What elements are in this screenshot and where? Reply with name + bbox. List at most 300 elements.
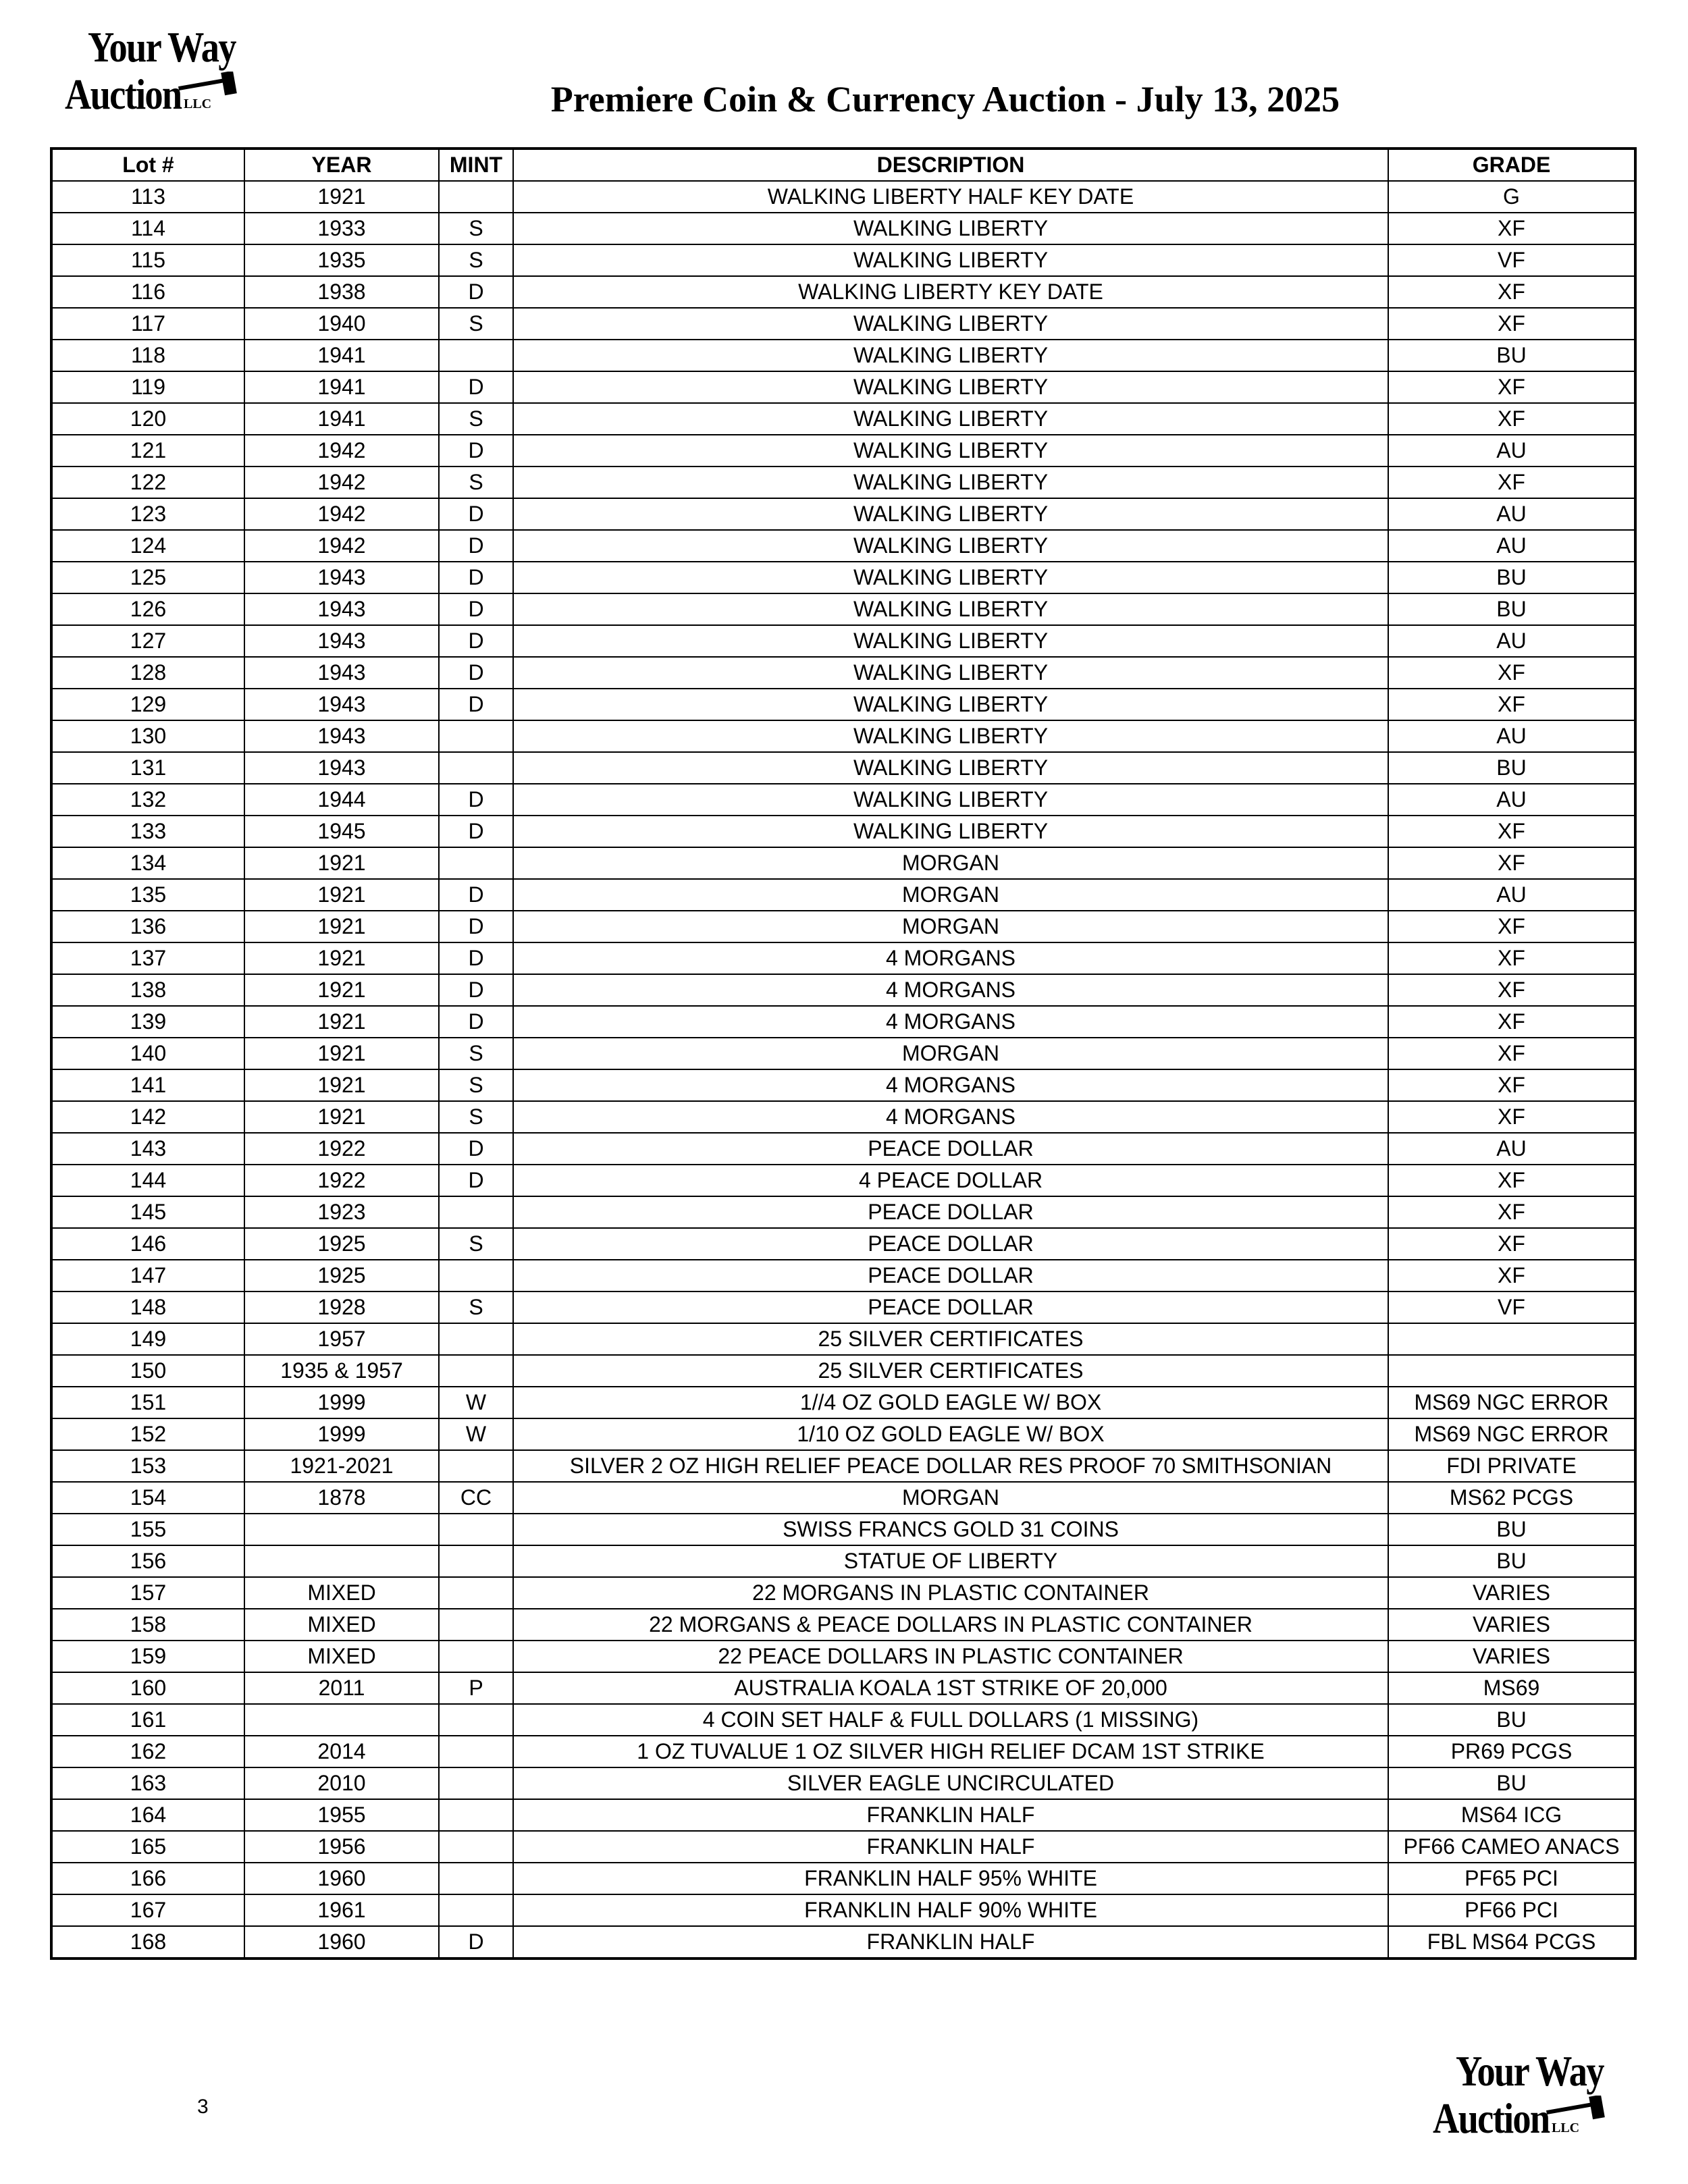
mint-cell: D <box>439 879 513 911</box>
table-row <box>51 1609 1635 1641</box>
year-cell: 1938 <box>244 276 439 308</box>
description-cell: WALKING LIBERTY <box>513 435 1388 467</box>
table-row <box>51 1450 1635 1482</box>
grade-cell: XF <box>1388 1228 1635 1260</box>
table-row <box>51 879 1635 911</box>
year-cell: MIXED <box>244 1641 439 1672</box>
mint-cell: D <box>439 1165 513 1196</box>
description-cell: WALKING LIBERTY <box>513 562 1388 593</box>
mint-cell <box>439 752 513 784</box>
year-cell: 1921 <box>244 1038 439 1069</box>
year-cell: 1960 <box>244 1926 439 1959</box>
grade-cell: XF <box>1388 1006 1635 1038</box>
description-cell: MORGAN <box>513 1482 1388 1514</box>
lot-number-cell: 140 <box>51 1038 244 1069</box>
description-cell: SWISS FRANCS GOLD 31 COINS <box>513 1514 1388 1545</box>
table-row <box>51 1165 1635 1196</box>
year-cell <box>244 1545 439 1577</box>
description-cell: WALKING LIBERTY <box>513 625 1388 657</box>
lot-number-cell: 152 <box>51 1418 244 1450</box>
mint-cell: D <box>439 371 513 403</box>
description-cell: WALKING LIBERTY <box>513 467 1388 498</box>
grade-cell: VARIES <box>1388 1641 1635 1672</box>
lot-number-cell: 141 <box>51 1069 244 1101</box>
year-cell: 1941 <box>244 403 439 435</box>
lot-number-cell: 160 <box>51 1672 244 1704</box>
grade-cell: PF66 CAMEO ANACS <box>1388 1831 1635 1863</box>
lot-number-cell: 147 <box>51 1260 244 1291</box>
description-cell: PEACE DOLLAR <box>513 1291 1388 1323</box>
description-cell: WALKING LIBERTY <box>513 403 1388 435</box>
description-cell: 4 MORGANS <box>513 942 1388 974</box>
year-cell: 1942 <box>244 530 439 562</box>
logo-line1: Your Way <box>1456 2047 1604 2095</box>
year-cell: 1943 <box>244 689 439 720</box>
table-row <box>51 371 1635 403</box>
mint-cell <box>439 1641 513 1672</box>
table-row <box>51 942 1635 974</box>
grade-cell: VF <box>1388 1291 1635 1323</box>
table-row <box>51 1577 1635 1609</box>
grade-cell: XF <box>1388 467 1635 498</box>
year-cell: 2014 <box>244 1736 439 1767</box>
year-cell: 1961 <box>244 1894 439 1926</box>
table-row <box>51 530 1635 562</box>
lot-number-cell: 143 <box>51 1133 244 1165</box>
description-cell: 4 MORGANS <box>513 1101 1388 1133</box>
grade-cell: PF66 PCI <box>1388 1894 1635 1926</box>
mint-cell: D <box>439 974 513 1006</box>
grade-cell: MS69 NGC ERROR <box>1388 1418 1635 1450</box>
description-cell: WALKING LIBERTY <box>513 308 1388 340</box>
lot-number-cell: 159 <box>51 1641 244 1672</box>
logo-line2: Auction <box>1433 2094 1550 2142</box>
mint-cell: D <box>439 498 513 530</box>
table-row <box>51 816 1635 847</box>
description-cell: 22 PEACE DOLLARS IN PLASTIC CONTAINER <box>513 1641 1388 1672</box>
grade-cell: XF <box>1388 403 1635 435</box>
lot-number-cell: 120 <box>51 403 244 435</box>
year-cell: 1921 <box>244 942 439 974</box>
mint-cell: D <box>439 435 513 467</box>
lot-number-cell: 130 <box>51 720 244 752</box>
grade-cell: XF <box>1388 847 1635 879</box>
description-cell: PEACE DOLLAR <box>513 1228 1388 1260</box>
description-cell: FRANKLIN HALF 90% WHITE <box>513 1894 1388 1926</box>
lot-number-cell: 132 <box>51 784 244 816</box>
mint-cell <box>439 181 513 213</box>
grade-cell: FBL MS64 PCGS <box>1388 1926 1635 1959</box>
grade-cell: AU <box>1388 625 1635 657</box>
mint-cell <box>439 720 513 752</box>
grade-cell: BU <box>1388 1704 1635 1736</box>
lot-number-cell: 138 <box>51 974 244 1006</box>
mint-cell: S <box>439 403 513 435</box>
lot-number-cell: 164 <box>51 1799 244 1831</box>
mint-cell <box>439 1323 513 1355</box>
description-cell: FRANKLIN HALF <box>513 1926 1388 1959</box>
grade-cell: AU <box>1388 879 1635 911</box>
table-row <box>51 1894 1635 1926</box>
table-row <box>51 1482 1635 1514</box>
grade-cell: BU <box>1388 562 1635 593</box>
year-cell: 1956 <box>244 1831 439 1863</box>
lot-number-cell: 146 <box>51 1228 244 1260</box>
table-row <box>51 276 1635 308</box>
table-row <box>51 1545 1635 1577</box>
grade-cell: XF <box>1388 213 1635 244</box>
table-row <box>51 1736 1635 1767</box>
mint-cell <box>439 1767 513 1799</box>
grade-cell: MS69 <box>1388 1672 1635 1704</box>
lot-number-cell: 139 <box>51 1006 244 1038</box>
year-cell: 1921 <box>244 879 439 911</box>
lot-number-cell: 113 <box>51 181 244 213</box>
mint-cell: D <box>439 1006 513 1038</box>
year-cell: 1942 <box>244 498 439 530</box>
lot-number-cell: 162 <box>51 1736 244 1767</box>
year-cell: 1999 <box>244 1387 439 1418</box>
grade-cell: BU <box>1388 752 1635 784</box>
mint-cell <box>439 1894 513 1926</box>
table-row <box>51 1863 1635 1894</box>
year-cell: 1921-2021 <box>244 1450 439 1482</box>
lot-number-cell: 134 <box>51 847 244 879</box>
grade-cell: AU <box>1388 720 1635 752</box>
mint-cell: D <box>439 530 513 562</box>
description-cell: WALKING LIBERTY <box>513 244 1388 276</box>
grade-cell: VARIES <box>1388 1609 1635 1641</box>
grade-cell: XF <box>1388 1165 1635 1196</box>
grade-cell: XF <box>1388 1196 1635 1228</box>
lot-number-cell: 156 <box>51 1545 244 1577</box>
table-row <box>51 1831 1635 1863</box>
year-cell: 2010 <box>244 1767 439 1799</box>
lot-number-cell: 161 <box>51 1704 244 1736</box>
table-row <box>51 1387 1635 1418</box>
mint-cell: D <box>439 1926 513 1959</box>
grade-cell: BU <box>1388 1767 1635 1799</box>
mint-cell <box>439 1450 513 1482</box>
grade-cell: XF <box>1388 1069 1635 1101</box>
grade-cell: FDI PRIVATE <box>1388 1450 1635 1482</box>
description-cell: FRANKLIN HALF <box>513 1831 1388 1863</box>
year-cell: 1943 <box>244 720 439 752</box>
mint-cell <box>439 1355 513 1387</box>
lot-number-cell: 167 <box>51 1894 244 1926</box>
lot-number-cell: 145 <box>51 1196 244 1228</box>
grade-cell: AU <box>1388 498 1635 530</box>
description-cell: STATUE OF LIBERTY <box>513 1545 1388 1577</box>
year-cell: 1944 <box>244 784 439 816</box>
grade-cell: XF <box>1388 1038 1635 1069</box>
table-row <box>51 467 1635 498</box>
lot-number-cell: 151 <box>51 1387 244 1418</box>
table-row <box>51 213 1635 244</box>
description-cell: WALKING LIBERTY <box>513 340 1388 371</box>
description-cell: WALKING LIBERTY <box>513 784 1388 816</box>
mint-cell <box>439 1545 513 1577</box>
year-cell: 1921 <box>244 847 439 879</box>
description-cell: MORGAN <box>513 847 1388 879</box>
mint-cell: D <box>439 911 513 942</box>
year-cell: 1941 <box>244 371 439 403</box>
grade-cell: XF <box>1388 308 1635 340</box>
table-header-row <box>51 149 1635 181</box>
description-cell: PEACE DOLLAR <box>513 1260 1388 1291</box>
description-cell: WALKING LIBERTY <box>513 530 1388 562</box>
year-cell: 1921 <box>244 181 439 213</box>
year-cell: 1921 <box>244 911 439 942</box>
year-cell: 1928 <box>244 1291 439 1323</box>
table-row <box>51 1291 1635 1323</box>
description-cell: FRANKLIN HALF 95% WHITE <box>513 1863 1388 1894</box>
grade-cell: BU <box>1388 340 1635 371</box>
year-cell: 1940 <box>244 308 439 340</box>
mint-cell: D <box>439 942 513 974</box>
logo-bottom <box>1433 2047 1608 2158</box>
table-row <box>51 784 1635 816</box>
mint-cell: S <box>439 244 513 276</box>
year-cell: 1935 <box>244 244 439 276</box>
lot-number-cell: 123 <box>51 498 244 530</box>
year-cell: 1943 <box>244 752 439 784</box>
grade-cell: MS62 PCGS <box>1388 1482 1635 1514</box>
description-cell: MORGAN <box>513 911 1388 942</box>
lot-number-cell: 144 <box>51 1165 244 1196</box>
grade-cell: XF <box>1388 942 1635 974</box>
lot-number-cell: 129 <box>51 689 244 720</box>
description-cell: PEACE DOLLAR <box>513 1133 1388 1165</box>
grade-cell: MS64 ICG <box>1388 1799 1635 1831</box>
description-cell: FRANKLIN HALF <box>513 1799 1388 1831</box>
year-cell: 1925 <box>244 1228 439 1260</box>
description-cell: 25 SILVER CERTIFICATES <box>513 1355 1388 1387</box>
table-row <box>51 1006 1635 1038</box>
lot-number-cell: 135 <box>51 879 244 911</box>
table-row <box>51 1799 1635 1831</box>
year-cell: 1935 & 1957 <box>244 1355 439 1387</box>
mint-cell: S <box>439 308 513 340</box>
column-header-grade: GRADE <box>1388 149 1635 181</box>
year-cell: 1921 <box>244 1101 439 1133</box>
year-cell: 1941 <box>244 340 439 371</box>
lot-number-cell: 163 <box>51 1767 244 1799</box>
grade-cell: XF <box>1388 974 1635 1006</box>
mint-cell <box>439 1704 513 1736</box>
table-row <box>51 1323 1635 1355</box>
grade-cell: PR69 PCGS <box>1388 1736 1635 1767</box>
lot-number-cell: 142 <box>51 1101 244 1133</box>
year-cell: 1922 <box>244 1165 439 1196</box>
mint-cell: D <box>439 276 513 308</box>
lot-number-cell: 166 <box>51 1863 244 1894</box>
year-cell: 1923 <box>244 1196 439 1228</box>
mint-cell <box>439 340 513 371</box>
year-cell: MIXED <box>244 1609 439 1641</box>
description-cell: WALKING LIBERTY KEY DATE <box>513 276 1388 308</box>
mint-cell: S <box>439 213 513 244</box>
year-cell: 1943 <box>244 657 439 689</box>
lot-number-cell: 150 <box>51 1355 244 1387</box>
description-cell: PEACE DOLLAR <box>513 1196 1388 1228</box>
grade-cell: XF <box>1388 816 1635 847</box>
mint-cell: D <box>439 593 513 625</box>
year-cell: 1922 <box>244 1133 439 1165</box>
table-row <box>51 1767 1635 1799</box>
mint-cell: D <box>439 816 513 847</box>
lot-number-cell: 114 <box>51 213 244 244</box>
table-row <box>51 1196 1635 1228</box>
lot-number-cell: 118 <box>51 340 244 371</box>
lot-number-cell: 128 <box>51 657 244 689</box>
description-cell: 1 OZ TUVALUE 1 OZ SILVER HIGH RELIEF DCAM 1ST STRIKE <box>513 1736 1388 1767</box>
lot-number-cell: 148 <box>51 1291 244 1323</box>
mint-cell: P <box>439 1672 513 1704</box>
description-cell: SILVER EAGLE UNCIRCULATED <box>513 1767 1388 1799</box>
mint-cell: D <box>439 784 513 816</box>
year-cell: 1921 <box>244 974 439 1006</box>
table-row <box>51 1418 1635 1450</box>
table-row <box>51 181 1635 213</box>
year-cell: 1921 <box>244 1069 439 1101</box>
table-row <box>51 308 1635 340</box>
logo-line1: Your Way <box>88 23 236 71</box>
description-cell: WALKING LIBERTY <box>513 657 1388 689</box>
table-row <box>51 1355 1635 1387</box>
table-row <box>51 1926 1635 1959</box>
grade-cell: BU <box>1388 1545 1635 1577</box>
year-cell: 1943 <box>244 593 439 625</box>
description-cell: 4 MORGANS <box>513 974 1388 1006</box>
grade-cell: XF <box>1388 1260 1635 1291</box>
description-cell: 22 MORGANS IN PLASTIC CONTAINER <box>513 1577 1388 1609</box>
logo-line2: Auction <box>65 70 182 118</box>
lot-number-cell: 158 <box>51 1609 244 1641</box>
mint-cell <box>439 1577 513 1609</box>
grade-cell: BU <box>1388 593 1635 625</box>
year-cell: 2011 <box>244 1672 439 1704</box>
year-cell: 1942 <box>244 435 439 467</box>
year-cell: 1999 <box>244 1418 439 1450</box>
description-cell: WALKING LIBERTY <box>513 752 1388 784</box>
mint-cell <box>439 1863 513 1894</box>
description-cell: WALKING LIBERTY <box>513 371 1388 403</box>
mint-cell: W <box>439 1418 513 1450</box>
lot-number-cell: 155 <box>51 1514 244 1545</box>
mint-cell: S <box>439 1291 513 1323</box>
grade-cell: XF <box>1388 657 1635 689</box>
lot-number-cell: 117 <box>51 308 244 340</box>
table-row <box>51 720 1635 752</box>
table-row <box>51 435 1635 467</box>
lot-number-cell: 127 <box>51 625 244 657</box>
lot-number-cell: 121 <box>51 435 244 467</box>
table-row <box>51 1101 1635 1133</box>
table-row <box>51 911 1635 942</box>
mint-cell: S <box>439 1038 513 1069</box>
lot-number-cell: 115 <box>51 244 244 276</box>
year-cell <box>244 1704 439 1736</box>
lot-number-cell: 131 <box>51 752 244 784</box>
description-cell: 25 SILVER CERTIFICATES <box>513 1323 1388 1355</box>
column-header-year: YEAR <box>244 149 439 181</box>
description-cell: WALKING LIBERTY <box>513 689 1388 720</box>
mint-cell <box>439 1799 513 1831</box>
logo-llc: LLC <box>184 97 212 111</box>
grade-cell: AU <box>1388 435 1635 467</box>
lot-number-cell: 125 <box>51 562 244 593</box>
table-row <box>51 1641 1635 1672</box>
table-row <box>51 1672 1635 1704</box>
grade-cell: XF <box>1388 911 1635 942</box>
lot-number-cell: 122 <box>51 467 244 498</box>
grade-cell: AU <box>1388 784 1635 816</box>
grade-cell <box>1388 1355 1635 1387</box>
lot-number-cell: 126 <box>51 593 244 625</box>
grade-cell: XF <box>1388 1101 1635 1133</box>
description-cell: 4 MORGANS <box>513 1069 1388 1101</box>
lot-number-cell: 119 <box>51 371 244 403</box>
mint-cell: S <box>439 1101 513 1133</box>
lot-number-cell: 136 <box>51 911 244 942</box>
grade-cell: AU <box>1388 1133 1635 1165</box>
lots-table <box>50 147 1637 1960</box>
table-row <box>51 340 1635 371</box>
table-row <box>51 657 1635 689</box>
grade-cell: XF <box>1388 689 1635 720</box>
gavel-icon <box>1546 2096 1608 2123</box>
mint-cell: S <box>439 1228 513 1260</box>
mint-cell <box>439 1609 513 1641</box>
lot-number-cell: 154 <box>51 1482 244 1514</box>
table-row <box>51 403 1635 435</box>
grade-cell: MS69 NGC ERROR <box>1388 1387 1635 1418</box>
description-cell: WALKING LIBERTY HALF KEY DATE <box>513 181 1388 213</box>
mint-cell: W <box>439 1387 513 1418</box>
year-cell: 1925 <box>244 1260 439 1291</box>
mint-cell: S <box>439 467 513 498</box>
mint-cell: D <box>439 657 513 689</box>
mint-cell: D <box>439 689 513 720</box>
table-row <box>51 244 1635 276</box>
page-title-text: Premiere Coin & Currency Auction - July 13, 2025 <box>550 79 1340 119</box>
lot-number-cell: 157 <box>51 1577 244 1609</box>
table-body <box>51 181 1635 1959</box>
table-row <box>51 1133 1635 1165</box>
table-row <box>51 562 1635 593</box>
lot-number-cell: 137 <box>51 942 244 974</box>
column-header-lot: Lot # <box>51 149 244 181</box>
year-cell: 1943 <box>244 625 439 657</box>
table-row <box>51 1260 1635 1291</box>
year-cell: 1957 <box>244 1323 439 1355</box>
grade-cell: G <box>1388 181 1635 213</box>
lot-number-cell: 124 <box>51 530 244 562</box>
table-row <box>51 752 1635 784</box>
description-cell: SILVER 2 OZ HIGH RELIEF PEACE DOLLAR RES PROOF 70 SMITHSONIAN <box>513 1450 1388 1482</box>
table-row <box>51 625 1635 657</box>
mint-cell <box>439 1736 513 1767</box>
grade-cell: XF <box>1388 276 1635 308</box>
description-cell: 4 MORGANS <box>513 1006 1388 1038</box>
description-cell: 1//4 OZ GOLD EAGLE W/ BOX <box>513 1387 1388 1418</box>
lot-number-cell: 133 <box>51 816 244 847</box>
mint-cell <box>439 1260 513 1291</box>
year-cell: 1945 <box>244 816 439 847</box>
year-cell: MIXED <box>244 1577 439 1609</box>
year-cell: 1921 <box>244 1006 439 1038</box>
